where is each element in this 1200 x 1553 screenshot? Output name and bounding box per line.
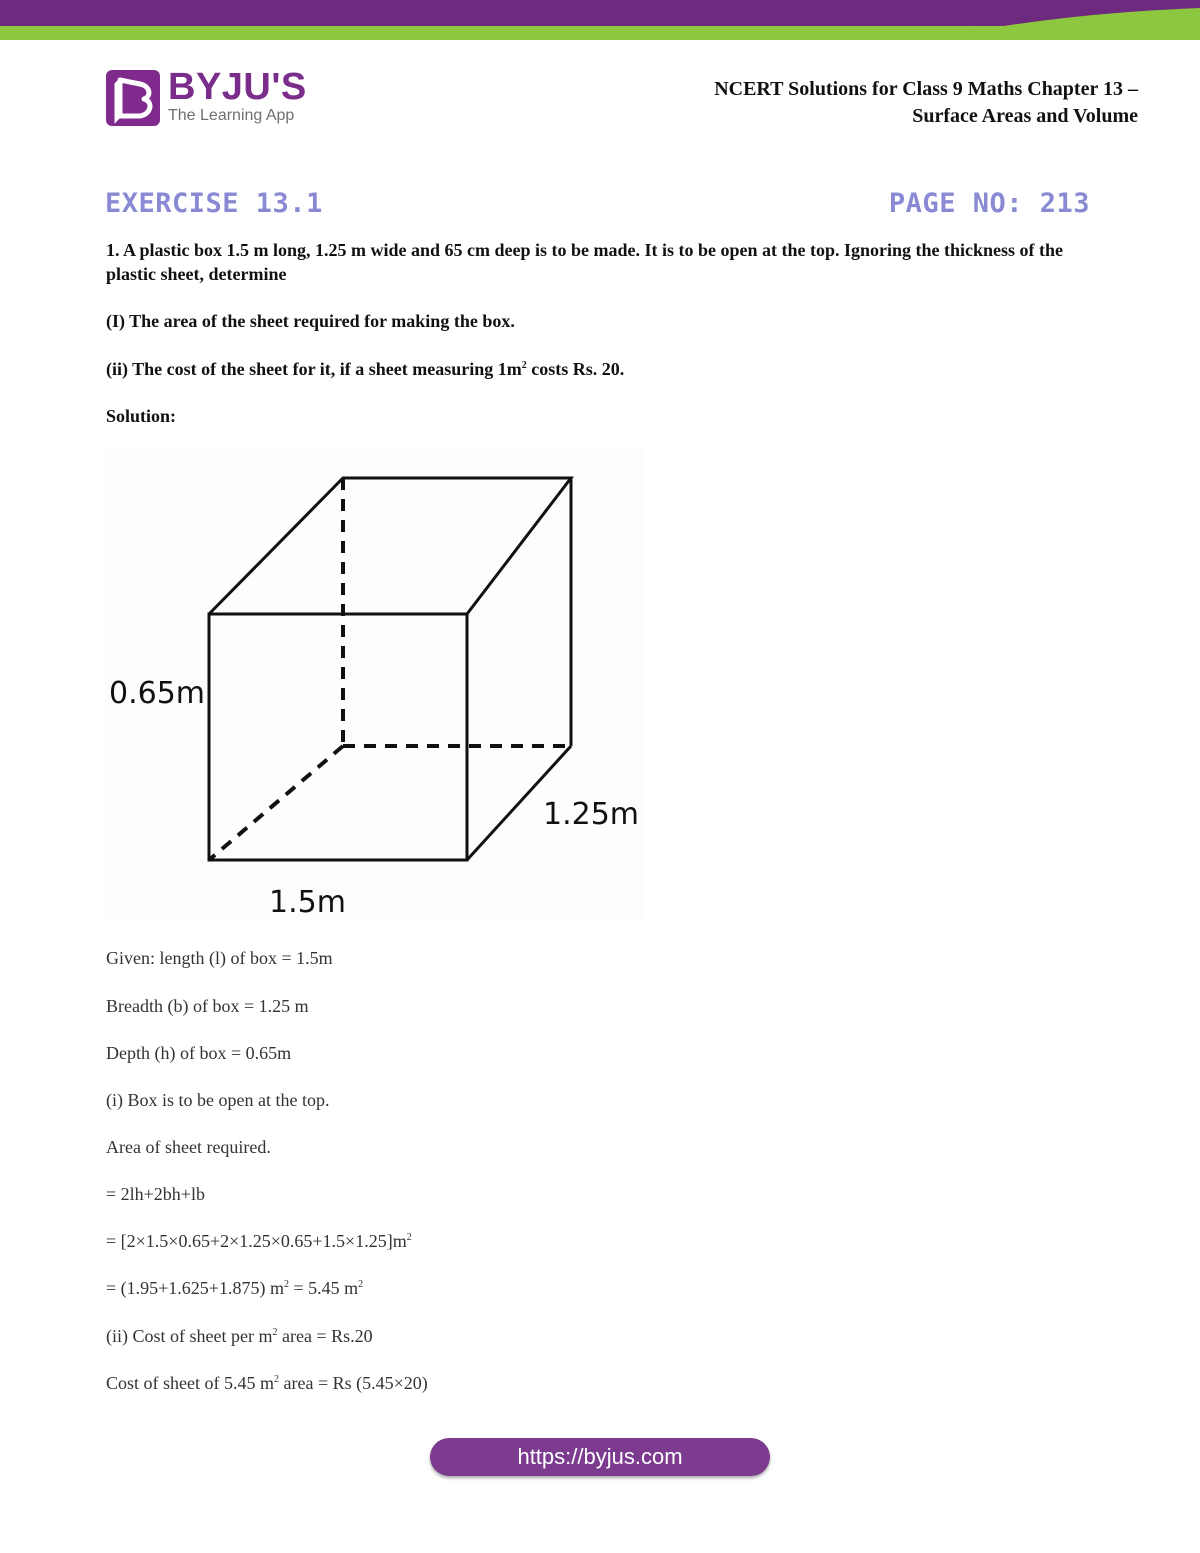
- footer-url[interactable]: https://byjus.com: [517, 1444, 683, 1469]
- label-length: 1.5m: [269, 885, 346, 920]
- footer-link-button[interactable]: [430, 1438, 770, 1476]
- byjus-logo[interactable]: [106, 66, 316, 130]
- superscript: 2: [358, 1279, 364, 1290]
- header-band-graphic: [0, 0, 1200, 48]
- solution-line-cost-per: [106, 1324, 373, 1348]
- logo-badge-icon: [106, 70, 160, 126]
- label-height: 0.65m: [109, 676, 206, 711]
- question-part-ii: [106, 357, 1096, 381]
- question-text: 1. A plastic box 1.5 m long, 1.25 m wide and 65 cm deep is to be made. It is to be open at the top. Ignoring the thickness of the plastic sheet, determine: [106, 240, 1064, 284]
- superscript: 2: [283, 1279, 289, 1290]
- solution-line-formula: = 2lh+2bh+lb: [106, 1184, 205, 1204]
- solution-line-substitution: [106, 1229, 412, 1253]
- cost-per-tail: area = Rs.20: [277, 1326, 373, 1346]
- document-title: [714, 76, 1138, 130]
- cuboid-figure: [105, 446, 643, 920]
- label-breadth: 1.25m: [543, 797, 640, 832]
- solution-line-breadth: Breadth (b) of box = 1.25 m: [106, 996, 309, 1016]
- question-part-ii-text: (ii) The cost of the sheet for it, if a sheet measuring 1m: [106, 359, 522, 379]
- cost-total-tail: area = Rs (5.45×20): [279, 1373, 428, 1393]
- superscript: 2: [274, 1374, 279, 1385]
- header-band: [0, 0, 1200, 48]
- page-number: PAGE NO: 213: [888, 188, 1090, 219]
- solution-line-part-i: (i) Box is to be open at the top.: [106, 1090, 330, 1110]
- superscript: 2: [521, 360, 527, 371]
- document-title-line-2: Surface Areas and Volume: [912, 105, 1138, 127]
- superscript: 2: [406, 1232, 412, 1243]
- exercise-heading: EXERCISE 13.1: [105, 188, 323, 219]
- cost-total-text: Cost of sheet of 5.45 m: [106, 1373, 274, 1393]
- result-text: = (1.95+1.625+1.875) m: [106, 1278, 284, 1298]
- question-part-i: (I) The area of the sheet required for making the box.: [106, 311, 515, 331]
- solution-label: Solution:: [106, 406, 177, 426]
- superscript: 2: [272, 1327, 278, 1338]
- result-value: = 5.45 m: [288, 1278, 359, 1298]
- solution-line-area-label: Area of sheet required.: [106, 1137, 271, 1157]
- logo-tagline: The Learning App: [168, 107, 295, 124]
- cuboid-diagram-icon: [105, 446, 643, 920]
- solution-line-length: Given: length (l) of box = 1.5m: [106, 948, 333, 968]
- substitution-text: = [2×1.5×0.65+2×1.25×0.65+1.5×1.25]m: [106, 1231, 407, 1251]
- document-title-line-1: NCERT Solutions for Class 9 Maths Chapter 13 –: [714, 78, 1138, 100]
- cost-per-text: (ii) Cost of sheet per m: [106, 1326, 273, 1346]
- solution-line-result: [106, 1276, 363, 1300]
- solution-line-depth: Depth (h) of box = 0.65m: [106, 1043, 292, 1063]
- question-part-ii-tail: costs Rs. 20.: [526, 359, 625, 379]
- logo-b-icon: [106, 70, 160, 126]
- solution-line-cost-total: [106, 1371, 428, 1395]
- logo-wordmark: BYJU'S: [168, 66, 307, 108]
